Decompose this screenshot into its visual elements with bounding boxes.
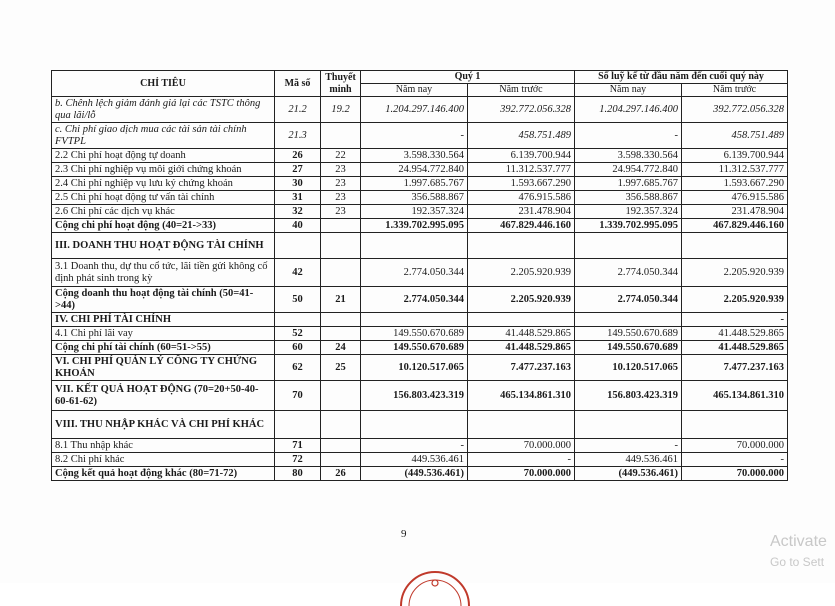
row-cumulative-current: 149.550.670.689 — [575, 327, 682, 341]
row-cumulative-previous: 41.448.529.865 — [682, 327, 788, 341]
table-row — [52, 163, 788, 177]
row-code: 72 — [275, 453, 321, 467]
row-quarter-current: 449.536.461 — [361, 453, 468, 467]
row-label: 2.6 Chi phí các dịch vụ khác — [52, 205, 275, 219]
row-cumulative-previous: 41.448.529.865 — [682, 341, 788, 355]
row-note: 26 — [321, 467, 361, 481]
row-cumulative-current: 156.803.423.319 — [575, 381, 682, 411]
row-code: 52 — [275, 327, 321, 341]
row-quarter-current: 1.204.297.146.400 — [361, 97, 468, 123]
row-code — [275, 233, 321, 259]
row-quarter-previous: 467.829.446.160 — [468, 219, 575, 233]
row-cumulative-previous: 2.205.920.939 — [682, 287, 788, 313]
row-cumulative-previous: 458.751.489 — [682, 123, 788, 149]
table-row — [52, 313, 788, 327]
row-note: 19.2 — [321, 97, 361, 123]
row-note — [321, 453, 361, 467]
header-q-nam-truoc: Năm trước — [468, 84, 575, 97]
row-quarter-previous: 1.593.667.290 — [468, 177, 575, 191]
row-note — [321, 259, 361, 287]
row-cumulative-previous: 1.593.667.290 — [682, 177, 788, 191]
row-cumulative-previous: 2.205.920.939 — [682, 259, 788, 287]
row-quarter-current — [361, 411, 468, 439]
table-row — [52, 205, 788, 219]
row-quarter-current — [361, 233, 468, 259]
row-cumulative-current: 1.204.297.146.400 — [575, 97, 682, 123]
row-cumulative-current: 2.774.050.344 — [575, 259, 682, 287]
row-code: 27 — [275, 163, 321, 177]
table-row — [52, 355, 788, 381]
table-row — [52, 453, 788, 467]
table-body — [52, 97, 788, 481]
row-cumulative-current: 10.120.517.065 — [575, 355, 682, 381]
table-row — [52, 341, 788, 355]
row-label: 2.3 Chi phí nghiệp vụ môi giới chứng khoán — [52, 163, 275, 177]
row-quarter-current: 10.120.517.065 — [361, 355, 468, 381]
row-note — [321, 411, 361, 439]
row-note: 21 — [321, 287, 361, 313]
row-quarter-previous — [468, 313, 575, 327]
row-quarter-previous: 41.448.529.865 — [468, 341, 575, 355]
table-row — [52, 97, 788, 123]
row-note: 23 — [321, 191, 361, 205]
row-cumulative-previous — [682, 233, 788, 259]
row-note — [321, 381, 361, 411]
header-thuyet-minh: Thuyết minh — [321, 71, 361, 97]
header-c-nam-truoc: Năm trước — [682, 84, 788, 97]
row-code: 70 — [275, 381, 321, 411]
row-quarter-current: - — [361, 123, 468, 149]
row-cumulative-current: 449.536.461 — [575, 453, 682, 467]
row-quarter-previous — [468, 233, 575, 259]
row-quarter-current: (449.536.461) — [361, 467, 468, 481]
row-quarter-previous: - — [468, 453, 575, 467]
row-cumulative-previous: 392.772.056.328 — [682, 97, 788, 123]
table-row — [52, 439, 788, 453]
row-cumulative-current — [575, 411, 682, 439]
row-cumulative-current: - — [575, 439, 682, 453]
row-cumulative-previous: 476.915.586 — [682, 191, 788, 205]
table-row — [52, 233, 788, 259]
row-label: Cộng chi phí hoạt động (40=21->33) — [52, 219, 275, 233]
row-code: 31 — [275, 191, 321, 205]
row-label: IV. CHI PHÍ TÀI CHÍNH — [52, 313, 275, 327]
row-note: 23 — [321, 163, 361, 177]
row-quarter-current: 24.954.772.840 — [361, 163, 468, 177]
row-quarter-current: 192.357.324 — [361, 205, 468, 219]
row-code: 40 — [275, 219, 321, 233]
row-note — [321, 313, 361, 327]
row-quarter-previous: 2.205.920.939 — [468, 259, 575, 287]
row-quarter-current: 2.774.050.344 — [361, 259, 468, 287]
row-code: 62 — [275, 355, 321, 381]
row-cumulative-current: 149.550.670.689 — [575, 341, 682, 355]
row-code — [275, 411, 321, 439]
row-code: 21.3 — [275, 123, 321, 149]
row-quarter-previous: 458.751.489 — [468, 123, 575, 149]
row-code: 30 — [275, 177, 321, 191]
row-label: 3.1 Doanh thu, dự thu cổ tức, lãi tiền gửi không cố định phát sinh trong kỳ — [52, 259, 275, 287]
row-code: 32 — [275, 205, 321, 219]
row-cumulative-previous: - — [682, 453, 788, 467]
row-note: 24 — [321, 341, 361, 355]
row-cumulative-current: 1.339.702.995.095 — [575, 219, 682, 233]
row-quarter-current: 156.803.423.319 — [361, 381, 468, 411]
row-label: Cộng kết quả hoạt động khác (80=71-72) — [52, 467, 275, 481]
row-quarter-previous: 2.205.920.939 — [468, 287, 575, 313]
table-row — [52, 381, 788, 411]
table-row — [52, 259, 788, 287]
table-row — [52, 467, 788, 481]
row-quarter-current: 2.774.050.344 — [361, 287, 468, 313]
row-cumulative-previous: 7.477.237.163 — [682, 355, 788, 381]
watermark-line-2: Go to Sett — [770, 555, 825, 569]
header-luy-ke: Số luỹ kế từ đầu năm đến cuối quý này — [575, 71, 788, 84]
row-cumulative-current — [575, 313, 682, 327]
row-code: 71 — [275, 439, 321, 453]
row-quarter-current: 149.550.670.689 — [361, 327, 468, 341]
row-quarter-previous: 70.000.000 — [468, 467, 575, 481]
row-note — [321, 233, 361, 259]
row-cumulative-previous: 6.139.700.944 — [682, 149, 788, 163]
row-label: 8.1 Thu nhập khác — [52, 439, 275, 453]
row-note — [321, 123, 361, 149]
row-label: VII. KẾT QUẢ HOẠT ĐỘNG (70=20+50-40-60-61-62) — [52, 381, 275, 411]
table-row — [52, 191, 788, 205]
row-cumulative-previous: 231.478.904 — [682, 205, 788, 219]
row-label: Cộng doanh thu hoạt động tài chính (50=41->44) — [52, 287, 275, 313]
row-cumulative-previous — [682, 411, 788, 439]
table-row — [52, 149, 788, 163]
row-cumulative-previous: 11.312.537.777 — [682, 163, 788, 177]
row-quarter-previous: 41.448.529.865 — [468, 327, 575, 341]
row-cumulative-current: - — [575, 123, 682, 149]
header-ma-so: Mã số — [275, 71, 321, 97]
row-code: 26 — [275, 149, 321, 163]
table-row — [52, 219, 788, 233]
row-note: 22 — [321, 149, 361, 163]
activation-watermark — [770, 532, 827, 572]
row-quarter-previous: 70.000.000 — [468, 439, 575, 453]
row-label: c. Chi phí giao dịch mua các tài sản tài chính FVTPL — [52, 123, 275, 149]
row-cumulative-current: 192.357.324 — [575, 205, 682, 219]
header-chi-tieu: CHỈ TIÊU — [52, 71, 275, 97]
row-cumulative-current: 3.598.330.564 — [575, 149, 682, 163]
row-quarter-current: 149.550.670.689 — [361, 341, 468, 355]
table-row — [52, 287, 788, 313]
row-code — [275, 313, 321, 327]
row-label: 2.5 Chi phí hoạt động tư vấn tài chính — [52, 191, 275, 205]
row-cumulative-current: 356.588.867 — [575, 191, 682, 205]
row-label: 8.2 Chi phí khác — [52, 453, 275, 467]
row-code: 80 — [275, 467, 321, 481]
row-code: 60 — [275, 341, 321, 355]
row-quarter-current: 3.598.330.564 — [361, 149, 468, 163]
row-code: 21.2 — [275, 97, 321, 123]
row-quarter-current: 1.997.685.767 — [361, 177, 468, 191]
row-quarter-previous: 392.772.056.328 — [468, 97, 575, 123]
row-quarter-previous: 231.478.904 — [468, 205, 575, 219]
row-label: 2.4 Chi phí nghiệp vụ lưu ký chứng khoán — [52, 177, 275, 191]
header-quy-1: Quý 1 — [361, 71, 575, 84]
row-code: 42 — [275, 259, 321, 287]
row-cumulative-previous: 70.000.000 — [682, 467, 788, 481]
row-cumulative-previous: 70.000.000 — [682, 439, 788, 453]
table-row — [52, 411, 788, 439]
row-label: Cộng chi phí tài chính (60=51->55) — [52, 341, 275, 355]
row-quarter-previous: 465.134.861.310 — [468, 381, 575, 411]
row-cumulative-current: 2.774.050.344 — [575, 287, 682, 313]
table-row — [52, 327, 788, 341]
row-label: III. DOANH THU HOẠT ĐỘNG TÀI CHÍNH — [52, 233, 275, 259]
header-q-nam-nay: Năm nay — [361, 84, 468, 97]
row-quarter-current: - — [361, 439, 468, 453]
row-cumulative-current: 1.997.685.767 — [575, 177, 682, 191]
table-row — [52, 123, 788, 149]
row-cumulative-current — [575, 233, 682, 259]
row-quarter-previous — [468, 411, 575, 439]
row-cumulative-previous: - — [682, 313, 788, 327]
row-label: VIII. THU NHẬP KHÁC VÀ CHI PHÍ KHÁC — [52, 411, 275, 439]
financial-statement-table — [51, 70, 788, 481]
row-note: 23 — [321, 177, 361, 191]
row-quarter-current: 356.588.867 — [361, 191, 468, 205]
row-label: 2.2 Chi phí hoạt động tự doanh — [52, 149, 275, 163]
row-cumulative-previous: 467.829.446.160 — [682, 219, 788, 233]
row-cumulative-current: (449.536.461) — [575, 467, 682, 481]
row-note: 23 — [321, 205, 361, 219]
table-row — [52, 177, 788, 191]
row-quarter-current — [361, 313, 468, 327]
red-seal-stamp — [395, 566, 475, 606]
row-quarter-previous: 6.139.700.944 — [468, 149, 575, 163]
header-c-nam-nay: Năm nay — [575, 84, 682, 97]
page-number: 9 — [401, 528, 407, 540]
row-quarter-previous: 476.915.586 — [468, 191, 575, 205]
row-quarter-current: 1.339.702.995.095 — [361, 219, 468, 233]
row-label: b. Chênh lệch giảm đánh giá lại các TSTC thông qua lãi/lỗ — [52, 97, 275, 123]
row-label: VI. CHI PHÍ QUẢN LÝ CÔNG TY CHỨNG KHOÁN — [52, 355, 275, 381]
row-quarter-previous: 7.477.237.163 — [468, 355, 575, 381]
row-cumulative-previous: 465.134.861.310 — [682, 381, 788, 411]
row-note — [321, 327, 361, 341]
row-note — [321, 439, 361, 453]
row-label: 4.1 Chi phí lãi vay — [52, 327, 275, 341]
row-code: 50 — [275, 287, 321, 313]
row-note — [321, 219, 361, 233]
row-cumulative-current: 24.954.772.840 — [575, 163, 682, 177]
row-note: 25 — [321, 355, 361, 381]
watermark-line-1: Activate — [770, 533, 827, 550]
row-quarter-previous: 11.312.537.777 — [468, 163, 575, 177]
